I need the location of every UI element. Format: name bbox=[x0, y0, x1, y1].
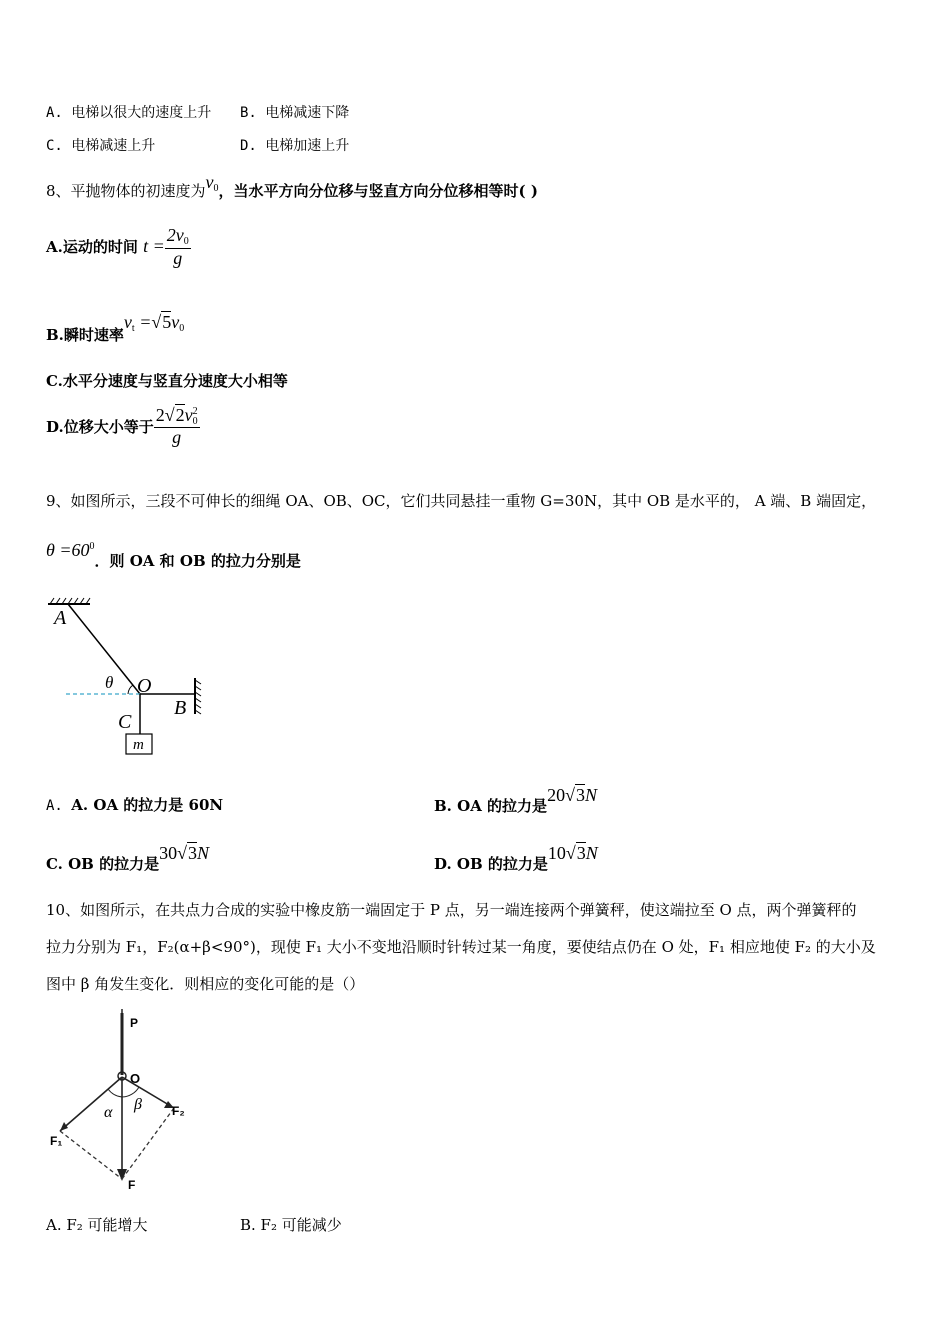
f-arrowhead-icon bbox=[117, 1169, 127, 1181]
q9-theta-line bbox=[46, 540, 301, 570]
q9-option-d-unit: N bbox=[585, 843, 598, 863]
q9-option-c-math bbox=[159, 842, 209, 863]
q10-option-b: B. F₂ 可能减少 bbox=[240, 1216, 342, 1234]
q9-option-c-unit: N bbox=[196, 843, 209, 863]
label-c: C bbox=[118, 711, 132, 733]
label-beta: β bbox=[134, 1096, 142, 1113]
q9-stem: 9、如图所示，三段不可伸长的细绳 OA、OB、OC，它们共同悬挂一重物 G=30N，其中 OB 是水平的， A 端、B 端固定， bbox=[46, 492, 877, 510]
q9-option-b-text: B. OA 的拉力是 bbox=[434, 797, 548, 815]
q9-option-d bbox=[434, 843, 598, 873]
f1-arrowhead-icon bbox=[60, 1122, 68, 1131]
q8-v0-symbol: v bbox=[205, 172, 214, 192]
q9-theta-sup: 0 bbox=[89, 541, 95, 552]
q8-v0-subscript: 0 bbox=[213, 183, 219, 194]
q7-option-c: C. 电梯减速上升 bbox=[46, 138, 156, 154]
q8-option-d-coef: 2 bbox=[155, 405, 165, 425]
q8-option-b-v0-sub: 0 bbox=[179, 323, 185, 334]
q8-option-b-sqrt-icon: √ bbox=[151, 312, 162, 332]
q8-option-a-fraction bbox=[165, 226, 191, 267]
q8-option-a-numerator: 2v bbox=[166, 225, 184, 245]
q7-option-b: B. 电梯减速下降 bbox=[240, 105, 350, 121]
alpha-arc bbox=[108, 1089, 122, 1097]
q7-option-a: A. 电梯以很大的速度上升 bbox=[46, 105, 212, 121]
q8-v0 bbox=[206, 172, 219, 192]
q8-option-b-radicand: 5 bbox=[162, 312, 172, 332]
q9-option-b-sqrt-icon: √ bbox=[565, 785, 575, 805]
q8-option-b-math bbox=[124, 312, 184, 332]
label-o: O bbox=[130, 1071, 141, 1086]
label-o: O bbox=[137, 675, 152, 697]
q9-option-c bbox=[46, 843, 209, 873]
q9-option-c-coef: 30 bbox=[159, 843, 178, 863]
q8-option-b bbox=[46, 312, 185, 344]
q10-stem-line2: 拉力分别为 F₁，F₂(α+β<90°)，现使 F₁ 大小不变地沿顺时针转过某一角度，要使结点仍在 O 处，F₁ 相应地使 F₂ 的大小及 bbox=[46, 938, 876, 956]
q9-option-d-sqrt-icon: √ bbox=[565, 843, 576, 863]
q8-stem-tail: ，当水平方向分位移与竖直方向分位移相等时( ) bbox=[218, 182, 538, 200]
q8-option-d-sup: 2 bbox=[192, 405, 198, 417]
label-p: P bbox=[130, 1016, 139, 1030]
ceiling-hatch-icon bbox=[48, 598, 90, 604]
q8-option-d-v: v bbox=[184, 405, 193, 425]
q8-option-b-v0: v bbox=[171, 312, 180, 332]
q9-option-c-radicand: 3 bbox=[187, 843, 197, 863]
q9-option-d-radicand: 3 bbox=[576, 843, 586, 863]
label-f1: F₁ bbox=[50, 1134, 63, 1148]
label-f: F bbox=[128, 1178, 136, 1192]
q8-option-d-sqrt-icon: √ bbox=[164, 405, 175, 425]
dashed-side-2 bbox=[122, 1108, 174, 1179]
q8-option-b-v-sub: t bbox=[131, 323, 135, 334]
q8-stem bbox=[46, 172, 538, 202]
q10-stem-line1: 10、如图所示，在共点力合成的实验中橡皮筋一端固定于 P 点，另一端连接两个弹簧秤，使这端拉至 O 点，两个弹簧秤的 bbox=[46, 901, 857, 919]
q9-option-b-math bbox=[547, 784, 597, 805]
theta-arc bbox=[128, 685, 133, 694]
q10-option-a: A. F₂ 可能增大 bbox=[46, 1216, 148, 1234]
q8-option-d-denominator: g bbox=[172, 426, 182, 447]
q9-option-a-text: A. OA 的拉力是 60N bbox=[71, 796, 224, 814]
q10-stem-line3: 图中 β 角发生变化．则相应的变化可能的是（） bbox=[46, 975, 365, 993]
q8-option-c: C.水平分速度与竖直分速度大小相等 bbox=[46, 372, 288, 390]
label-f2: F₂ bbox=[172, 1104, 185, 1118]
q9-theta-eq bbox=[46, 540, 95, 560]
q8-option-a-lhs: t = bbox=[143, 236, 165, 257]
q9-option-d-math bbox=[548, 842, 598, 863]
q9-option-b bbox=[434, 785, 597, 815]
q9-figure bbox=[40, 592, 220, 762]
q9-stem-tail: ．则 OA 和 OB 的拉力分别是 bbox=[94, 552, 301, 570]
dashed-side-1 bbox=[60, 1131, 122, 1179]
force-f1-line bbox=[60, 1077, 122, 1131]
q8-option-b-label: B.瞬时速率 bbox=[46, 326, 124, 344]
q8-option-d-sub: 0 bbox=[192, 415, 198, 427]
label-alpha: α bbox=[104, 1104, 113, 1121]
q9-option-c-text: C. OB 的拉力是 bbox=[46, 855, 160, 873]
wall-hatch-icon bbox=[195, 678, 201, 714]
q8-option-a bbox=[46, 226, 191, 267]
label-a: A bbox=[54, 607, 67, 629]
label-theta: θ bbox=[105, 673, 114, 692]
q8-stem-text: 8、平抛物体的初速度为 bbox=[46, 182, 206, 200]
rope-oa bbox=[68, 604, 140, 694]
q8-option-d-radicand: 2 bbox=[175, 405, 185, 425]
q9-option-a: A. A. OA 的拉力是 60N bbox=[46, 796, 224, 814]
q8-option-a-label: A.运动的时间 bbox=[46, 238, 138, 257]
label-b: B bbox=[174, 697, 187, 719]
q8-option-b-eq: = bbox=[134, 312, 152, 332]
q8-option-d-fraction bbox=[154, 406, 200, 447]
q9-option-b-unit: N bbox=[584, 785, 597, 805]
q8-option-b-v: v bbox=[123, 312, 132, 332]
q10-figure bbox=[46, 1005, 206, 1195]
label-m: m bbox=[133, 737, 144, 753]
q9-option-d-text: D. OB 的拉力是 bbox=[434, 855, 548, 873]
q8-option-a-numerator-sub: 0 bbox=[183, 236, 189, 247]
q7-option-d: D. 电梯加速上升 bbox=[240, 138, 350, 154]
q8-option-d bbox=[46, 406, 200, 447]
q9-option-b-coef: 20 bbox=[547, 785, 566, 805]
q9-option-c-sqrt-icon: √ bbox=[177, 843, 187, 863]
q9-option-d-coef: 10 bbox=[547, 843, 566, 863]
q9-option-b-radicand: 3 bbox=[575, 785, 585, 805]
q9-theta-text: θ =60 bbox=[46, 540, 90, 560]
q8-option-d-label: D.位移大小等于 bbox=[46, 417, 154, 436]
q8-option-a-denominator: g bbox=[173, 247, 183, 268]
